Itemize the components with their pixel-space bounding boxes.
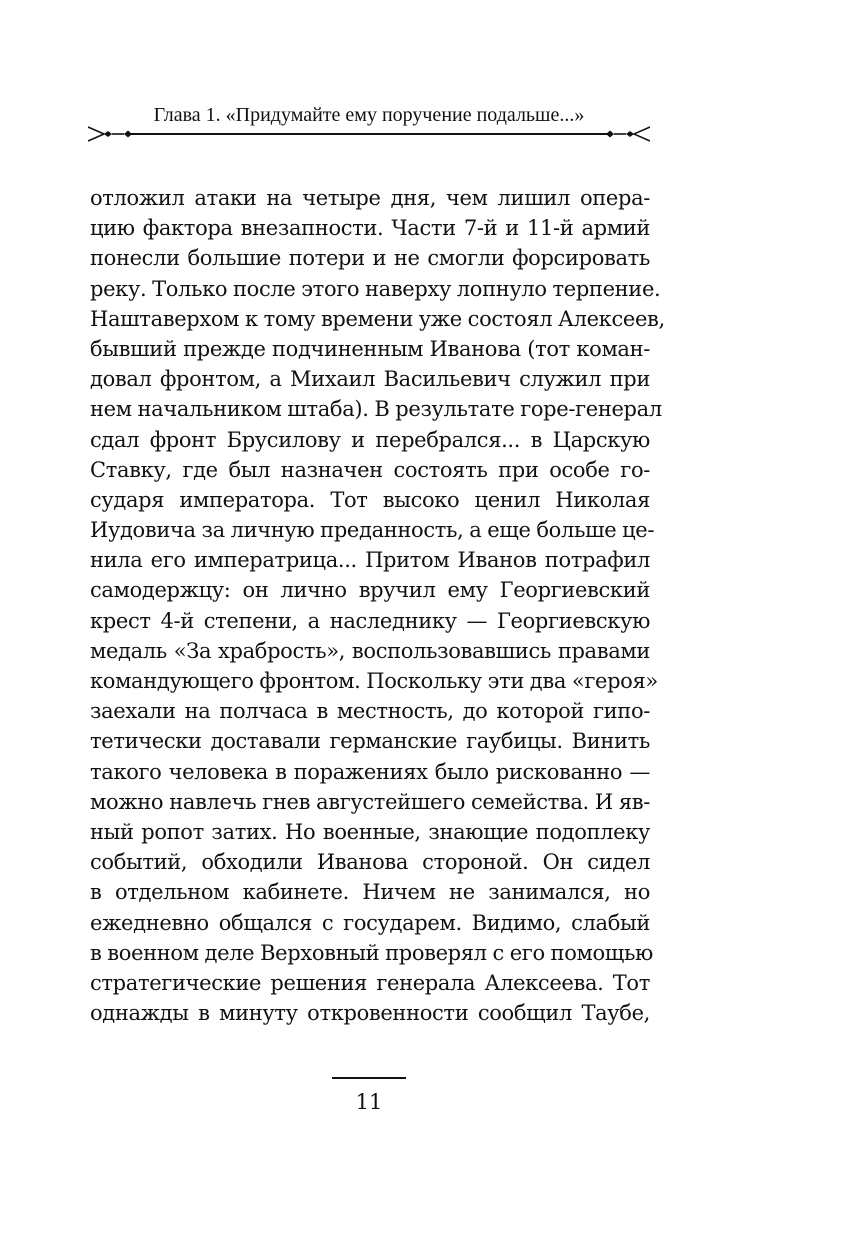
running-header [88,100,650,146]
text-line: ежедневно общался с государем. Видимо, слабый [90,910,650,935]
text-line: стратегические решения генерала Алексеева. Тот [90,970,650,995]
text-line: в отдельном кабинете. Ничем не занимался, но [90,880,650,905]
text-line: сдал фронт Брусилову и перебрался... в Царскую [90,427,650,452]
text-line: понесли большие потери и не смогли форсировать [90,246,650,271]
text-line: сударя императора. Тот высоко ценил Николая [90,487,650,512]
text-line: Иудовича за личную преданность, а еще больше це- [90,518,655,543]
text-line: Наштаверхом к тому времени уже состоял Алексеев, [90,306,665,331]
running-title: Глава 1. «Придумайте ему поручение подальше...» [153,104,585,126]
text-line: в военном деле Верховный проверял с его помощью [90,940,653,965]
text-line: событий, обходили Иванова стороной. Он сидел [90,850,650,875]
text-line: заехали на полчаса в местность, до которой гипо- [90,699,650,724]
text-line: отложил атаки на четыре дня, чем лишил опера- [90,186,650,210]
text-line: довал фронтом, а Михаил Васильевич служил при [90,367,650,392]
text-line: тетически доставали германские гаубицы. Винить [90,729,650,754]
text-line: самодержцу: он лично вручил ему Георгиевский [90,578,650,603]
text-line: однажды в минуту откровенности сообщил Таубе, [90,1001,650,1026]
folio [332,1077,406,1114]
page-number: 11 [355,1090,383,1114]
text-line: Ставку, где был назначен состоять при особе го- [90,457,650,482]
text-line: цию фактора внезапности. Части 7-й и 11-й армий [90,216,650,241]
text-line: бывший прежде подчиненным Иванова (тот коман- [90,336,650,361]
body-text [90,183,665,1028]
text-line: ный ропот затих. Но военные, знающие подоплеку [90,819,650,844]
text-line: можно навлечь гнев августейшего семейства. И яв- [90,789,650,814]
header-ornament [88,124,650,146]
text-line: нила его императрица... Притом Иванов потрафил [90,548,650,573]
text-line: реку. Только после этого наверху лопнуло терпение. [90,276,661,301]
text-line: крест 4-й степени, а наследнику — Георгиевскую [90,608,650,633]
folio-rule [332,1077,406,1079]
text-line: медаль «За храбрость», воспользовавшись правами [90,638,650,663]
text-line: такого человека в поражениях было рискованно — [90,759,650,784]
text-line: нем начальником штаба). В результате горе-генерал [90,397,662,422]
text-line: командующего фронтом. Поскольку эти два «героя» [90,669,658,693]
